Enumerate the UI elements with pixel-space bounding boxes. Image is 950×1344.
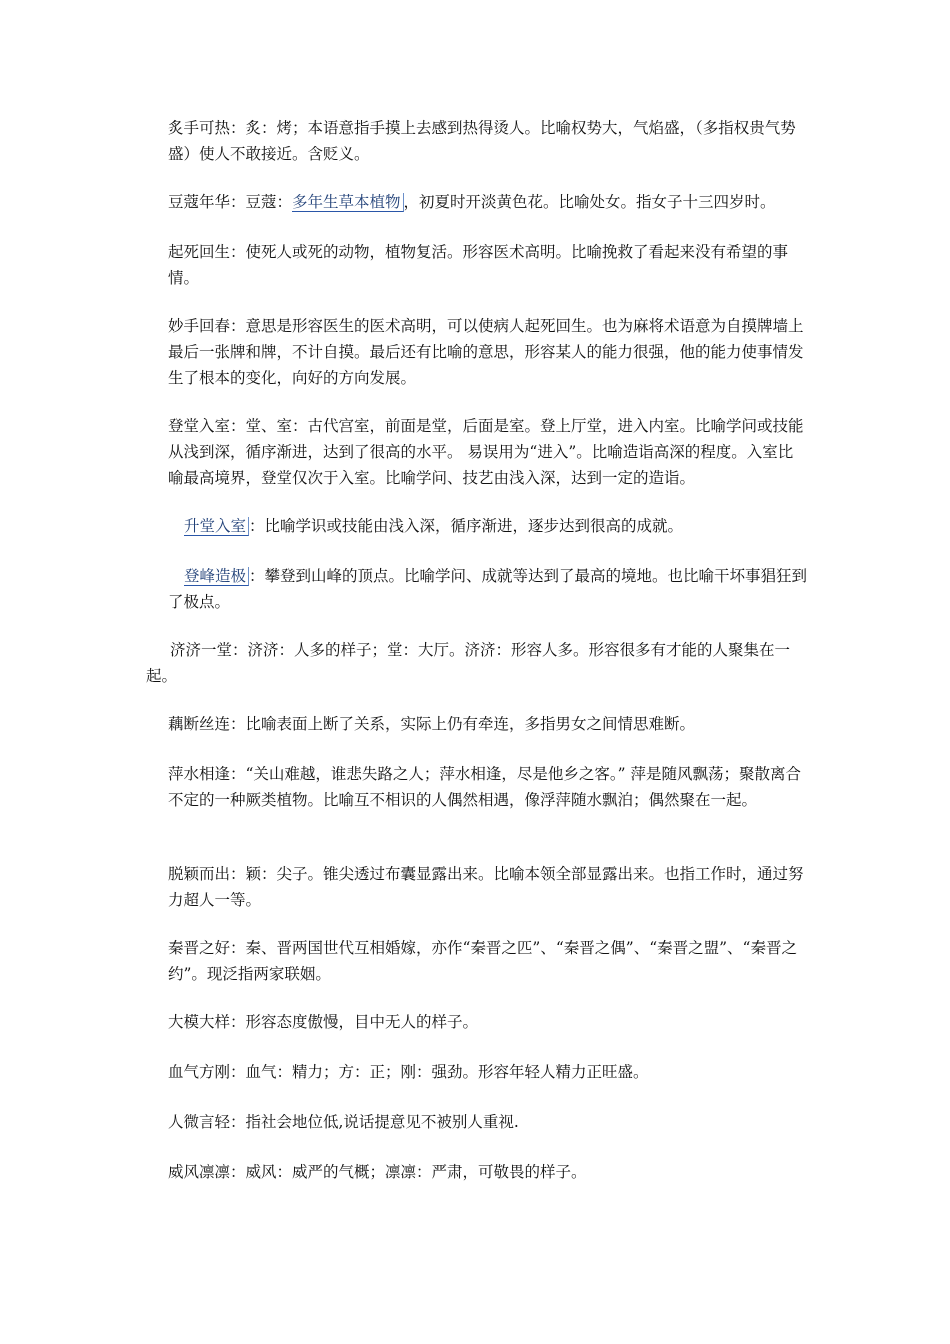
entry-dou-kou-nian-hua [168, 189, 818, 215]
link-deng-feng-zao-ji[interactable]: 登峰造极 [184, 567, 249, 586]
entry-qin-jin-zhi-hao: 秦晋之好：秦、晋两国世代互相婚嫁，亦作“秦晋之匹”、“秦晋之偶”、“秦晋之盟”、“秦晋之约”。现泛指两家联姻。 [168, 939, 797, 983]
entry-zhi-shou-ke-re: 炙手可热：炙：烤；本语意指手摸上去感到热得烫人。比喻权势大，气焰盛，（多指权贵气势盛）使人不敢接近。含贬义。 [168, 119, 796, 163]
entry-qi-si-hui-sheng: 起死回生：使死人或死的动物，植物复活。形容医术高明。比喻挽救了看起来没有希望的事情。 [168, 243, 789, 287]
entry-deng-tang-ru-shi: 登堂入室：堂、室：古代宫室，前面是堂，后面是室。登上厅堂，进入内室。比喻学问或技能从浅到深，循序渐进，达到了很高的水平。 易误用为“进入”。比喻造诣高深的程度。入室比喻最高境界，登堂仅次于入室。比喻学问、技艺由浅入深，达到一定的造诣。 [168, 417, 804, 487]
entry-text: 豆蔻年华：豆蔻： [168, 193, 293, 211]
entry-ping-shui-xiang-feng: 萍水相逢：“关山难越，谁悲失路之人；萍水相逢，尽是他乡之客。” 萍是随风飘荡；聚散离合不定的一种厥类植物。比喻互不相识的人偶然相遇，像浮萍随水飘泊；偶然聚在一起。 [168, 765, 802, 809]
entry-ji-ji-yi-tang: 济济一堂：济济：人多的样子；堂：大厅。济济：形容人多。形容很多有才能的人聚集在一起。 [146, 641, 791, 685]
entry-miao-shou-hui-chun: 妙手回春：意思是形容医生的医术高明，可以使病人起死回生。也为麻将术语意为自摸牌墙上最后一张牌和牌，不计自摸。最后还有比喻的意思，形容某人的能力很强，他的能力使事情发生了根本的变化，向好的方向发展。 [168, 317, 804, 387]
entry-xue-qi-fang-gang: 血气方刚：血气：精力；方：正；刚：强劲。形容年轻人精力正旺盛。 [168, 1063, 649, 1081]
entry-text: ：攀登到山峰的顶点。比喻学问、成就等达到了最高的境地。也比喻干坏事猖狂到了极点。 [168, 567, 808, 611]
link-sheng-tang-ru-shi[interactable]: 升堂入室 [184, 517, 249, 536]
entry-tuo-ying-er-chu: 脱颖而出：颖：尖子。锥尖透过布囊显露出来。比喻本领全部显露出来。也指工作时，通过努力超人一等。 [168, 865, 804, 909]
entry-text: ：比喻学识或技能由浅入深，循序渐进，逐步达到很高的成就。 [249, 517, 684, 535]
entry-ou-duan-si-lian: 藕断丝连：比喻表面上断了关系，实际上仍有牵连，多指男女之间情思难断。 [168, 715, 696, 733]
entry-sheng-tang-ru-shi [184, 513, 808, 539]
entry-da-mo-da-yang: 大模大样：形容态度傲慢，目中无人的样子。 [168, 1013, 479, 1031]
link-duo-nian-sheng-cao-ben-zhi-wu[interactable]: 多年生草本植物 [292, 193, 404, 212]
entry-text: ，初夏时开淡黄色花。比喻处女。指女子十三四岁时。 [403, 193, 776, 211]
entry-wei-feng-lin-lin: 威风凛凛：威风：威严的气概；凛凛：严肃，可敬畏的样子。 [168, 1163, 587, 1181]
entry-deng-feng-zao-ji [168, 563, 808, 615]
entry-ren-wei-yan-qing: 人微言轻：指社会地位低,说话提意见不被别人重视. [168, 1113, 519, 1131]
